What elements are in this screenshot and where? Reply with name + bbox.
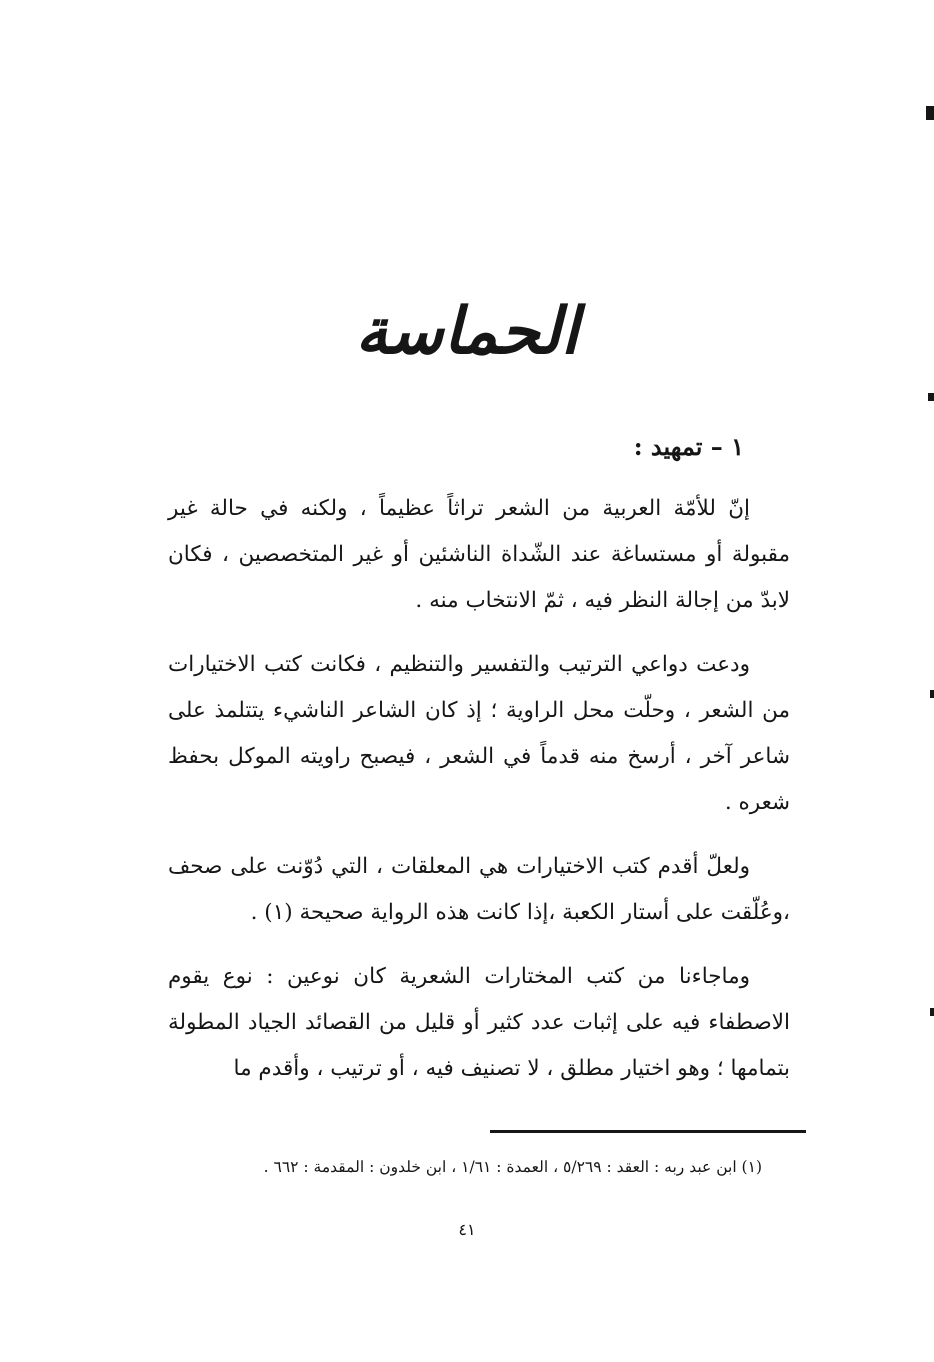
- footnote-divider: [490, 1130, 806, 1133]
- paragraph-3: ولعلّ أقدم كتب الاختيارات هي المعلقات ، التي دُوّنت على صحف ،وعُلّقت على أستار الكعبة ،إذا كانت هذه الرواية صحيحة (١) .: [168, 854, 790, 925]
- paragraph-2: ودعت دواعي الترتيب والتفسير والتنظيم ، فكانت كتب الاختيارات من الشعر ، وحلّت محل الراوية ؛ إذ كان الشاعر الناشيء يتتلمذ على شاعر آخر ، أرسخ منه قدماً في الشعر ، فيصبح راويته الموكل بحفظ شعره .: [168, 652, 790, 815]
- scan-edge-mark: [930, 690, 934, 698]
- page-number: ٤١: [458, 1220, 476, 1239]
- body-text: [168, 486, 790, 1110]
- section-heading: ١ – تمهيد :: [633, 432, 744, 461]
- scan-edge-mark: [928, 393, 934, 401]
- scan-edge-mark: [926, 106, 934, 120]
- paragraph-4: وماجاءنا من كتب المختارات الشعرية كان نوعين : نوع يقوم الاصطفاء فيه على إثبات عدد كثير أو قليل من القصائد الجياد المطولة بتمامها ؛ وهو اختيار مطلق ، لا تصنيف فيه ، أو ترتيب ، وأقدم ما: [168, 964, 790, 1081]
- paragraph-1: إنّ للأمّة العربية من الشعر تراثاً عظيماً ، ولكنه في حالة غير مقبولة أو مستساغة عند الشّداة الناشئين أو غير المتخصصين ، فكان لابدّ من إجالة النظر فيه ، ثمّ الانتخاب منه .: [168, 496, 790, 613]
- chapter-title: الحماسة: [355, 294, 579, 369]
- scan-edge-mark: [930, 1008, 934, 1016]
- footnote: (١) ابن عبد ربه : العقد : ٥/٢٦٩ ، العمدة : ١/٦١ ، ابن خلدون : المقدمة : ٦٦٢ .: [263, 1158, 762, 1176]
